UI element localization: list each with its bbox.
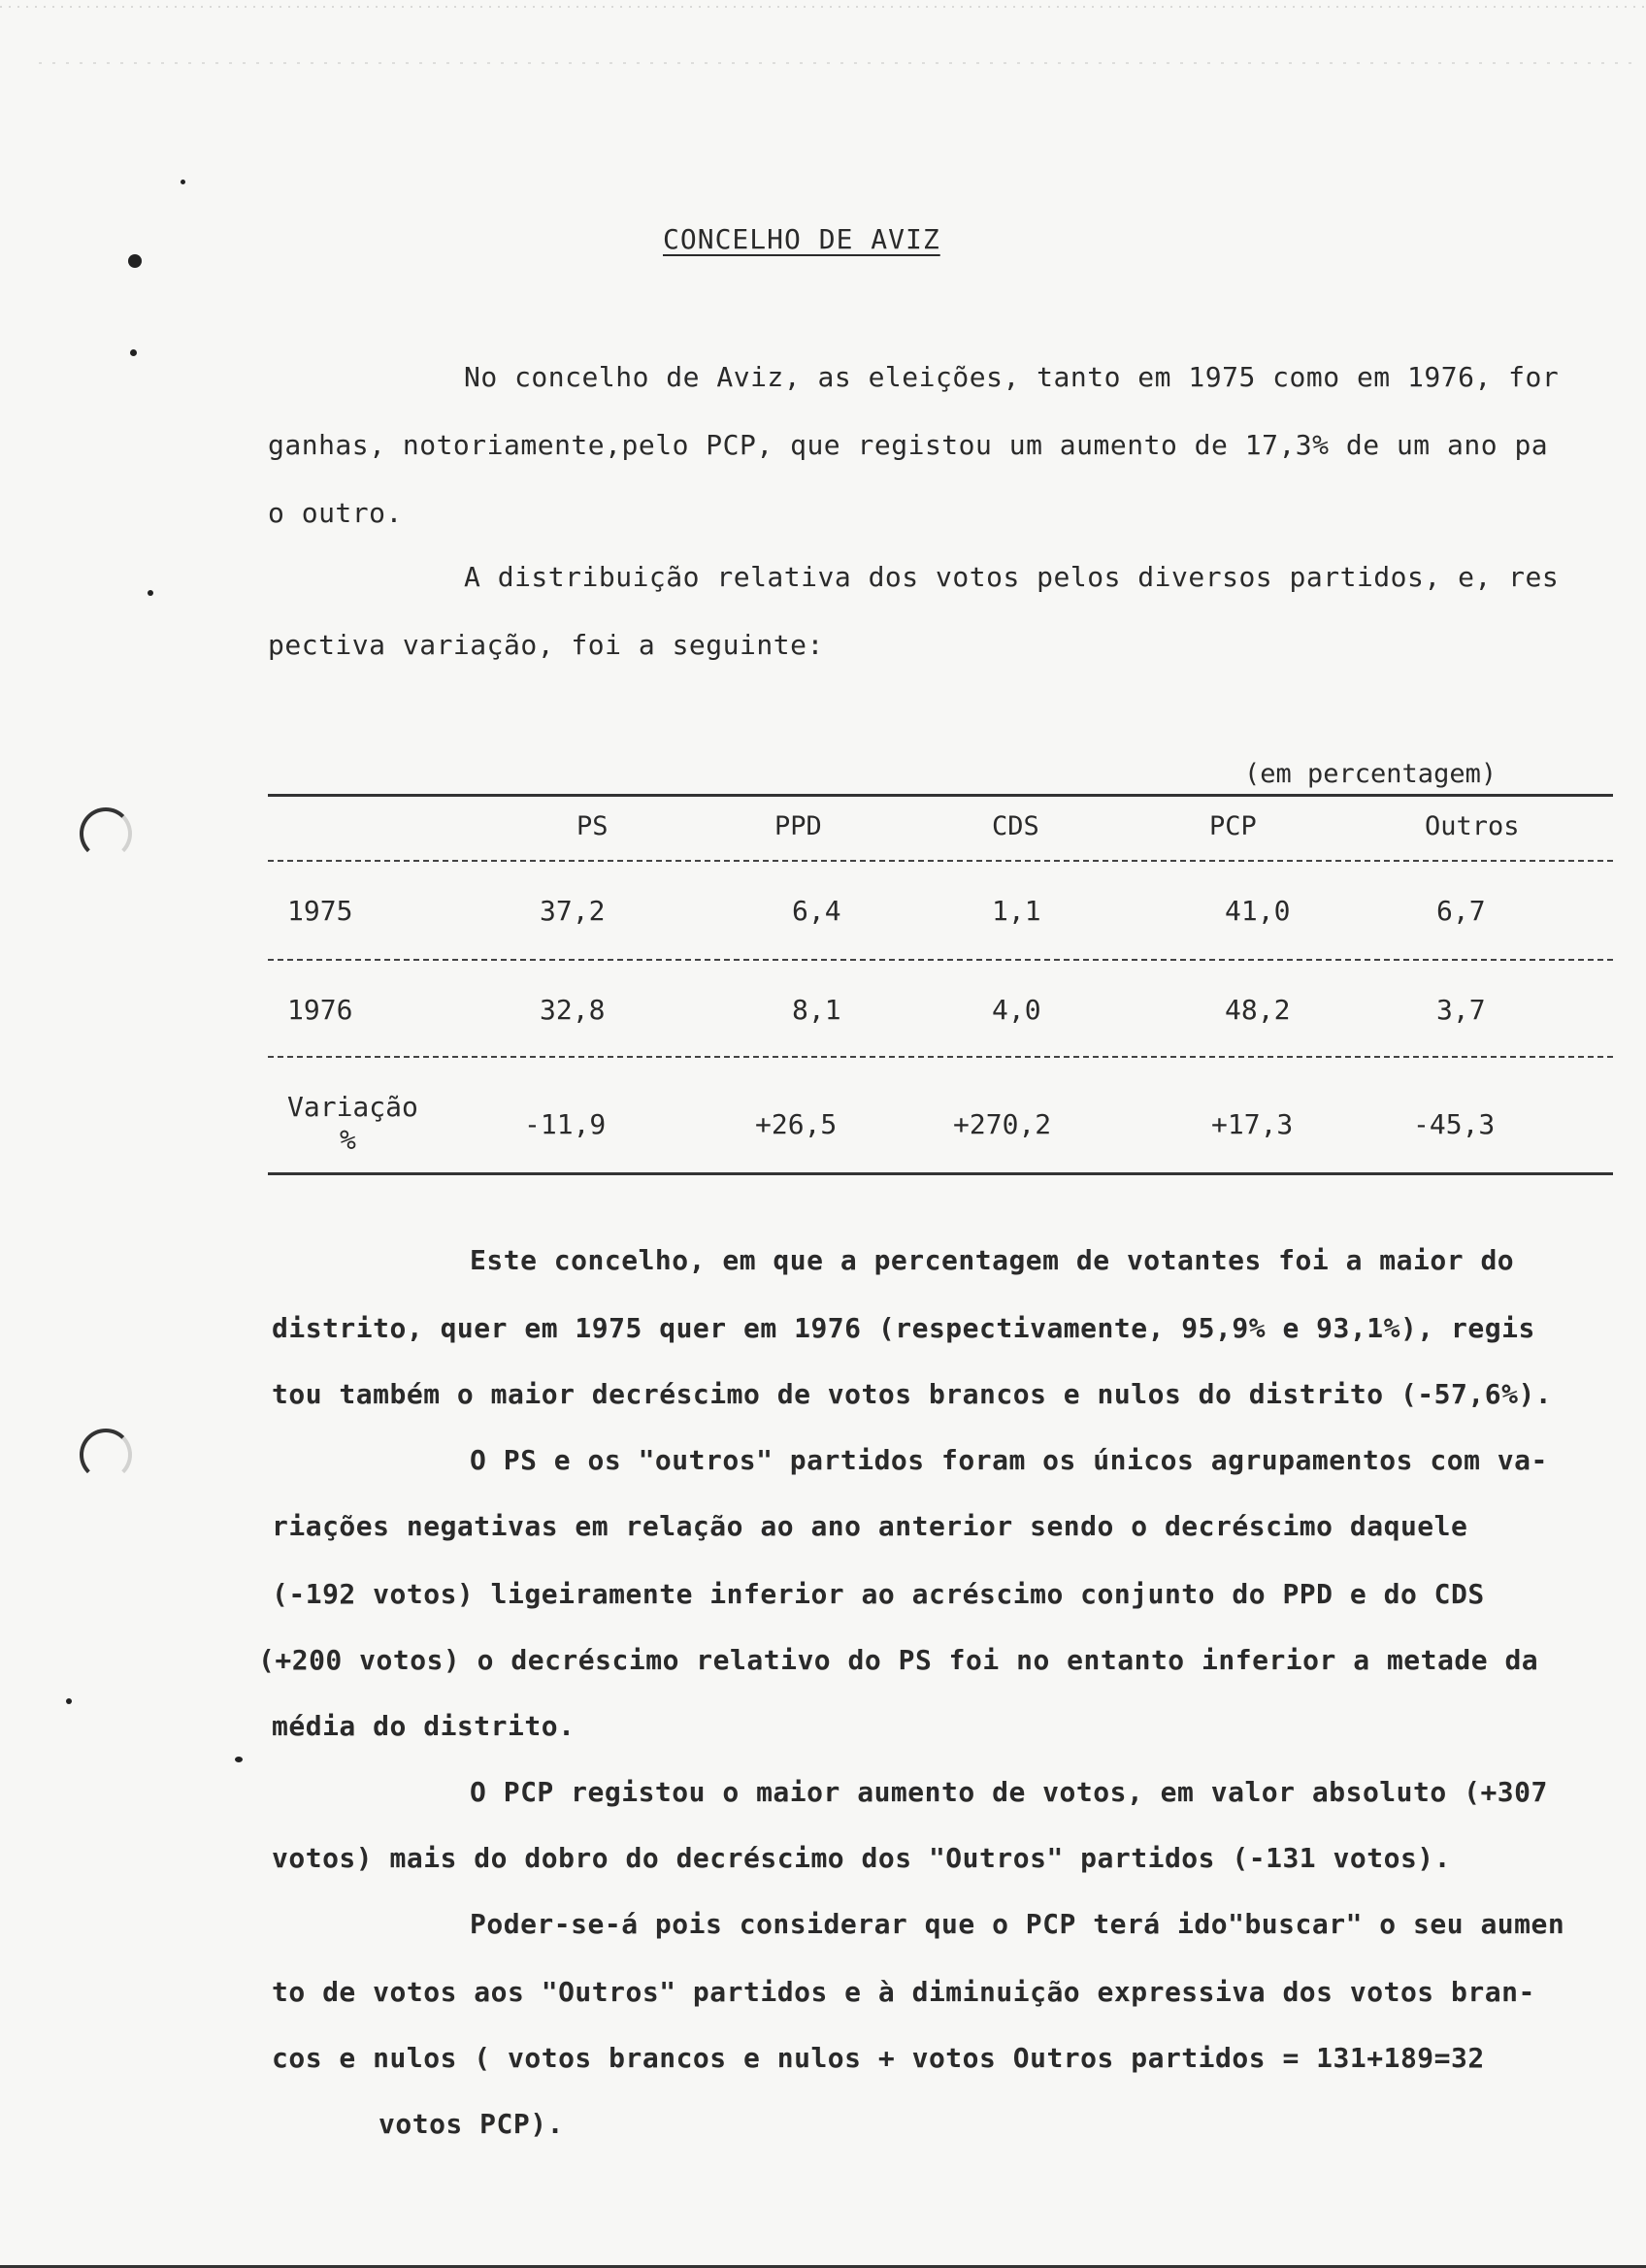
table-cell: 3,7 bbox=[1436, 994, 1486, 1026]
scan-dot-mark bbox=[66, 1698, 72, 1704]
unit-note: (em percentagem) bbox=[1244, 759, 1498, 789]
table-cell: 32,8 bbox=[540, 994, 606, 1026]
table-cell: 6,7 bbox=[1436, 895, 1486, 927]
table-cell: 6,4 bbox=[792, 895, 841, 927]
table-cell: +17,3 bbox=[1211, 1108, 1294, 1140]
scan-dot-mark bbox=[148, 590, 153, 596]
column-header-ppd: PPD bbox=[774, 811, 822, 841]
table-cell: 1,1 bbox=[992, 895, 1041, 927]
column-header-outros: Outros bbox=[1425, 811, 1520, 841]
table-cell: 37,2 bbox=[540, 895, 606, 927]
table-cell: 8,1 bbox=[792, 994, 841, 1026]
table-rule-row bbox=[268, 1056, 1613, 1058]
intro-line: pectiva variação, foi a seguinte: bbox=[268, 629, 824, 661]
body-line: riações negativas em relação ao ano anterior sendo o decréscimo daquele bbox=[272, 1510, 1468, 1542]
scan-dot-mark bbox=[130, 349, 137, 356]
table-cell: 4,0 bbox=[992, 994, 1041, 1026]
punch-hole-mark bbox=[80, 1429, 132, 1481]
column-header-pcp: PCP bbox=[1209, 811, 1257, 841]
table-rule-top bbox=[268, 794, 1613, 797]
table-cell: -45,3 bbox=[1413, 1108, 1496, 1140]
table-cell: +270,2 bbox=[953, 1108, 1052, 1140]
scan-dot-mark bbox=[128, 254, 142, 268]
row-label-variacao: Variação bbox=[287, 1091, 418, 1123]
body-line: O PCP registou o maior aumento de votos, em valor absoluto (+307 bbox=[470, 1776, 1548, 1808]
body-line: Poder-se-á pois considerar que o PCP terá ido"buscar" o seu aumen bbox=[470, 1908, 1565, 1940]
punch-hole-mark bbox=[80, 807, 132, 860]
table-cell: -11,9 bbox=[524, 1108, 607, 1140]
table-rule-header bbox=[268, 860, 1613, 862]
column-header-ps: PS bbox=[576, 811, 609, 841]
body-line: média do distrito. bbox=[272, 1710, 576, 1742]
intro-line: A distribuição relativa dos votos pelos diversos partidos, e, res bbox=[464, 561, 1560, 593]
body-line: cos e nulos ( votos brancos e nulos + votos Outros partidos = 131+189=32 bbox=[272, 2042, 1485, 2074]
scan-header-noise bbox=[0, 0, 1646, 68]
body-line: tou também o maior decréscimo de votos brancos e nulos do distrito (-57,6%). bbox=[272, 1378, 1553, 1410]
body-line: Este concelho, em que a percentagem de votantes foi a maior do bbox=[470, 1244, 1515, 1276]
table-cell: 41,0 bbox=[1225, 895, 1291, 927]
intro-line: No concelho de Aviz, as eleições, tanto em 1975 como em 1976, for bbox=[464, 361, 1560, 393]
body-line: O PS e os "outros" partidos foram os únicos agrupamentos com va- bbox=[470, 1444, 1548, 1476]
body-line: (-192 votos) ligeiramente inferior ao acréscimo conjunto do PPD e do CDS bbox=[272, 1578, 1485, 1610]
table-rule-row bbox=[268, 959, 1613, 961]
row-label-1976: 1976 bbox=[287, 994, 353, 1026]
intro-line: ganhas, notoriamente,pelo PCP, que registou um aumento de 17,3% de um ano pa bbox=[268, 429, 1549, 461]
page-title: CONCELHO DE AVIZ bbox=[663, 223, 940, 255]
row-label-percent: % bbox=[340, 1124, 356, 1156]
column-header-cds: CDS bbox=[992, 811, 1039, 841]
scan-dot-mark bbox=[235, 1757, 243, 1762]
table-rule-bottom bbox=[268, 1172, 1613, 1175]
body-line: votos PCP). bbox=[379, 2108, 564, 2140]
body-line: to de votos aos "Outros" partidos e à diminuição expressiva dos votos bran- bbox=[272, 1976, 1535, 2008]
body-line: distrito, quer em 1975 quer em 1976 (respectivamente, 95,9% e 93,1%), regis bbox=[272, 1312, 1535, 1344]
scan-dot-mark bbox=[181, 180, 185, 184]
table-cell: 48,2 bbox=[1225, 994, 1291, 1026]
row-label-1975: 1975 bbox=[287, 895, 353, 927]
body-line: votos) mais do dobro do decréscimo dos "Outros" partidos (-131 votos). bbox=[272, 1842, 1452, 1874]
body-line: (+200 votos) o decréscimo relativo do PS foi no entanto inferior a metade da bbox=[258, 1644, 1539, 1676]
intro-line: o outro. bbox=[268, 497, 403, 529]
table-cell: +26,5 bbox=[755, 1108, 838, 1140]
